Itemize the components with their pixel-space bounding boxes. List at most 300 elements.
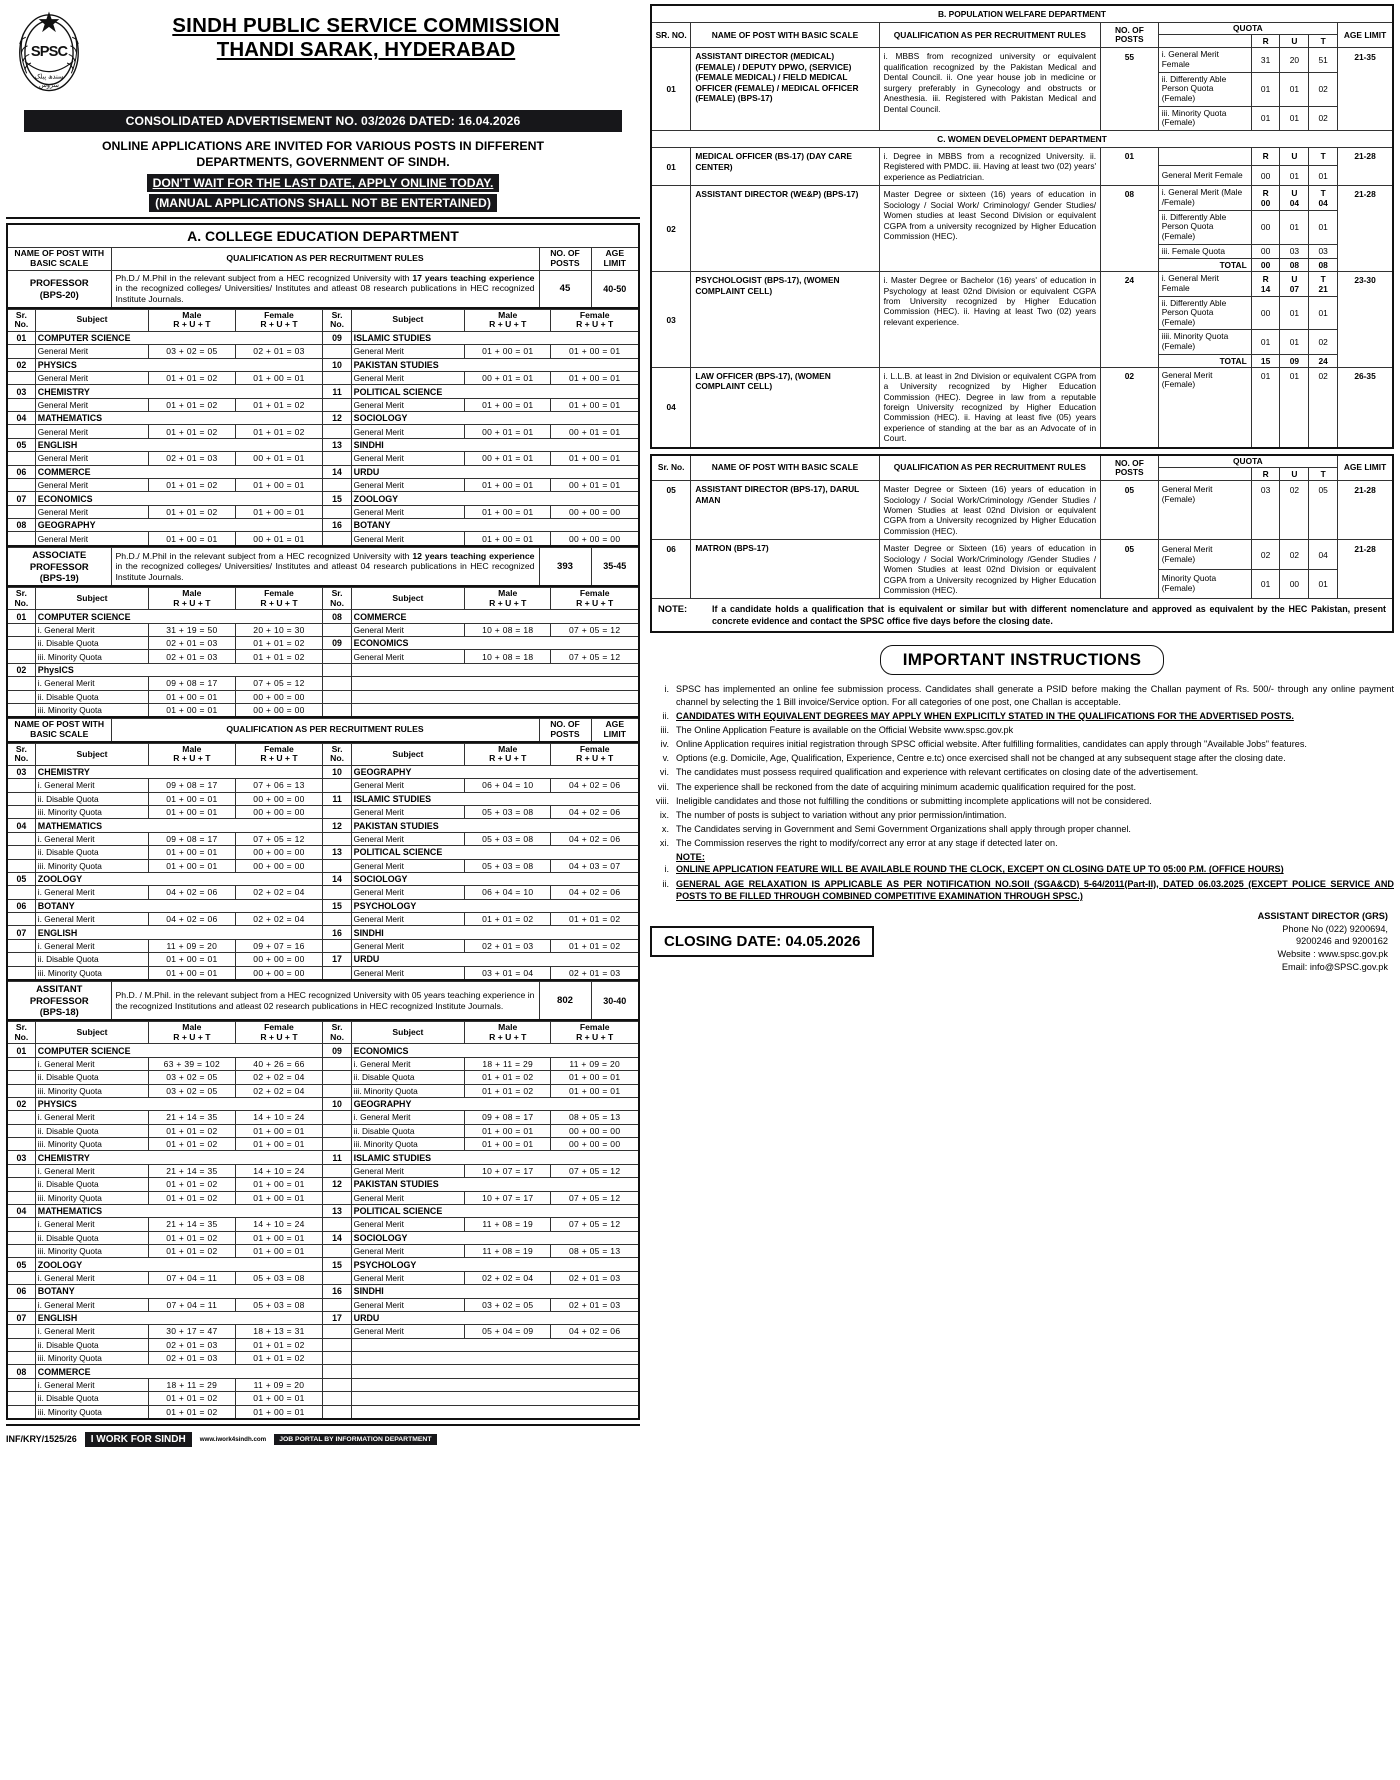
- table-row: [7, 1365, 639, 1378]
- spacer-cell: [323, 1084, 351, 1097]
- subject-srno: 17: [323, 1311, 351, 1324]
- female-value: 01 + 00 = 01: [235, 1392, 323, 1405]
- spacer-cell: [323, 1138, 351, 1151]
- female-value: 07 + 05 = 12: [551, 623, 639, 636]
- spacer-cell: [7, 779, 35, 792]
- apply-online-callout: DON'T WAIT FOR THE LAST DATE, APPLY ONLINE TODAY.: [147, 174, 500, 192]
- table-row: [7, 1164, 639, 1177]
- col-header-srno-2: Sr. No.: [323, 743, 351, 765]
- quota-label: General Merit: [35, 505, 148, 518]
- posts-count-professor: 45: [539, 270, 591, 307]
- spacer-cell: [323, 345, 351, 358]
- subject-name: POLITICAL SCIENCE: [351, 1204, 639, 1217]
- posts-count: 05: [1101, 481, 1159, 540]
- quota-label: ii. Differently Able Person Quota (Female): [1158, 72, 1251, 106]
- quota-u: 20: [1280, 48, 1309, 72]
- quota-label: ii. Disable Quota: [35, 792, 148, 805]
- important-instructions-title: IMPORTANT INSTRUCTIONS: [880, 645, 1165, 675]
- table-row: [7, 1204, 639, 1217]
- table-row: [7, 792, 639, 805]
- female-value: 01 + 00 = 01: [551, 371, 639, 384]
- quota-label: General Merit (Female): [1158, 540, 1251, 570]
- subject-srno: 14: [323, 465, 351, 478]
- female-value: 07 + 06 = 13: [235, 779, 323, 792]
- subject-name: COMMERCE: [351, 610, 639, 623]
- col-header-age-2: AGE LIMIT: [591, 719, 639, 742]
- female-value: 00 + 00 = 00: [235, 806, 323, 819]
- table-row: [7, 532, 639, 546]
- quota-label: General Merit: [35, 452, 148, 465]
- female-value: 00 + 00 = 00: [235, 846, 323, 859]
- male-value: 01 + 00 = 01: [465, 1124, 551, 1137]
- female-value: 02 + 02 = 04: [235, 886, 323, 899]
- subject-srno: 16: [323, 1285, 351, 1298]
- posts-count: 55: [1101, 48, 1159, 131]
- col-header-age-b: AGE LIMIT: [1338, 23, 1393, 48]
- age-limit: 21-35: [1338, 48, 1393, 131]
- table-row: [7, 872, 639, 885]
- quota-r: 01: [1251, 367, 1280, 447]
- quota-label: i. General Merit: [35, 779, 148, 792]
- subject-name: SINDHI: [351, 438, 639, 451]
- assoc-prof-header-table: [6, 547, 640, 587]
- quota-total-r: 00: [1251, 259, 1280, 272]
- svg-text:SPSC: SPSC: [30, 44, 68, 61]
- col-header-r: R: [1251, 35, 1280, 48]
- post-name: ASSISTANT DIRECTOR (MEDICAL) (FEMALE) / DEPUTY DPWO, (SERVICE) (FEMALE MEDICAL) / FIELD MEDICAL OFFICER (FEMALE) / MEDICAL OFFICER (FEMALE) (BPS-17): [691, 48, 879, 131]
- female-value: 07 + 05 = 12: [551, 1164, 639, 1177]
- list-item: [650, 809, 1394, 821]
- table-row: [7, 1311, 639, 1324]
- spacer-cell: [7, 478, 35, 491]
- male-value: 09 + 08 = 17: [465, 1111, 551, 1124]
- list-item-number: iii.: [660, 724, 669, 735]
- table-row: [7, 478, 639, 491]
- table-row: [651, 186, 1393, 210]
- sig-website[interactable]: Website : www.spsc.gov.pk: [1277, 949, 1388, 960]
- male-value: 01 + 00 = 01: [149, 532, 235, 546]
- male-value: 02 + 01 = 03: [149, 650, 235, 663]
- list-item-text: CANDIDATES WITH EQUIVALENT DEGREES MAY APPLY WHEN EXPLICITLY STATED IN THE QUALIFICATIONS FOR THE ADVERTISED POSTS.: [676, 710, 1294, 721]
- table-row: [7, 465, 639, 478]
- closing-date: CLOSING DATE: 04.05.2026: [650, 926, 874, 957]
- quota-label: i. General Merit (Male /Female): [1158, 186, 1251, 210]
- male-value: 01 + 01 = 02: [149, 1191, 235, 1204]
- col-header-srno: Sr. No.: [7, 1022, 35, 1044]
- quota-label: General Merit: [351, 398, 464, 411]
- post-qualification: i. Master Degree or Bachelor (16) years' of education in Psychology at least 02nd Division or equivalent CGPA from University recognized by Higher Education Commission (HEC). ii. Having at least Two (02) years relevant experience.: [879, 272, 1100, 368]
- spacer-cell: [7, 1245, 35, 1258]
- male-value: 01 + 00 = 01: [465, 478, 551, 491]
- subject-srno: 05: [7, 438, 35, 451]
- quota-label: General Merit: [351, 1325, 464, 1338]
- col-header-male: Male R + U + T: [149, 1022, 235, 1044]
- male-value: 05 + 04 = 09: [465, 1325, 551, 1338]
- quota-label: iii. Minority Quota: [35, 1405, 148, 1419]
- quota-u: 01: [1280, 72, 1309, 106]
- spacer-cell: [7, 1191, 35, 1204]
- table-row: [7, 779, 639, 792]
- spacer-cell: [7, 1352, 35, 1365]
- footer-bar: [650, 910, 1394, 973]
- male-value: 01 + 01 = 02: [149, 478, 235, 491]
- col-header-female: Female R + U + T: [235, 743, 323, 765]
- list-item-text: The candidates must possess required qualification and experience with relevant certificates on closing date of the advertisement.: [676, 767, 1199, 778]
- col-header-qualification: QUALIFICATION AS PER RECRUITMENT RULES: [111, 248, 539, 270]
- subject-name: PAKISTAN STUDIES: [351, 1178, 639, 1191]
- spacer-cell: [323, 1325, 351, 1338]
- list-item-number: i.: [664, 864, 669, 875]
- table-row: [7, 398, 639, 411]
- quota-label: General Merit: [351, 1245, 464, 1258]
- subject-srno: 15: [323, 899, 351, 912]
- list-item: [650, 766, 1394, 778]
- quota-label: ii. Disable Quota: [35, 637, 148, 650]
- table-row: [7, 1392, 639, 1405]
- female-value: 00 + 00 = 00: [235, 792, 323, 805]
- subject-name: CHEMISTRY: [35, 1151, 323, 1164]
- subject-srno: 13: [323, 438, 351, 451]
- quota-label: General Merit: [351, 886, 464, 899]
- quota-label: iiii. Minority Quota (Female): [1158, 330, 1251, 354]
- table-row: [7, 1231, 639, 1244]
- list-item: [650, 724, 1394, 736]
- female-value: 00 + 00 = 00: [235, 859, 323, 872]
- table-row: [7, 1084, 639, 1097]
- subject-srno: 15: [323, 1258, 351, 1271]
- list-item-number: x.: [661, 824, 669, 835]
- posts-count: 24: [1101, 272, 1159, 368]
- note-label: NOTE:: [658, 603, 688, 615]
- col-header-t: T 21: [1309, 272, 1338, 296]
- table-row: [7, 926, 639, 939]
- table-row: [7, 650, 639, 663]
- table-row: [7, 832, 639, 845]
- table-row: [7, 1245, 639, 1258]
- spacer-cell: [7, 1392, 35, 1405]
- quota-r: 01: [1251, 72, 1280, 106]
- male-value: 01 + 00 = 01: [149, 846, 235, 859]
- male-value: 01 + 01 = 02: [465, 1071, 551, 1084]
- quota-label: General Merit: [351, 779, 464, 792]
- subject-name: SOCIOLOGY: [351, 412, 639, 425]
- subject-srno: 14: [323, 872, 351, 885]
- signature-block: [874, 910, 1394, 973]
- list-item-number: vi.: [659, 767, 669, 778]
- quota-label: iii. Minority Quota: [351, 1084, 464, 1097]
- table-row: [7, 345, 639, 358]
- table-row: [7, 331, 639, 344]
- svg-text:سروس: سروس: [39, 82, 59, 90]
- female-value: 01 + 00 = 01: [235, 505, 323, 518]
- female-value: 01 + 01 = 02: [551, 913, 639, 926]
- female-value: 01 + 01 = 02: [235, 650, 323, 663]
- female-value: 40 + 26 = 66: [235, 1057, 323, 1070]
- subject-srno: 09: [323, 637, 351, 650]
- table-row: [7, 886, 639, 899]
- table-row: [7, 1325, 639, 1338]
- spacer-cell: [7, 859, 35, 872]
- quota-label: i. General Merit: [35, 1325, 148, 1338]
- col-header-female-2: Female R + U + T: [551, 588, 639, 610]
- subject-srno: 11: [323, 1151, 351, 1164]
- quota-t: 04: [1309, 540, 1338, 570]
- col-header-srno: Sr. No.: [7, 743, 35, 765]
- subject-srno: 04: [7, 819, 35, 832]
- subject-name: PHYSICS: [35, 358, 323, 371]
- quota-r: 02: [1251, 540, 1280, 570]
- quota-label: General Merit: [351, 806, 464, 819]
- spacer-cell: [323, 452, 351, 465]
- table-row: [7, 1298, 639, 1311]
- subject-srno: 06: [7, 899, 35, 912]
- table-row: [7, 703, 639, 717]
- asst-prof-header-table: [6, 981, 640, 1021]
- spacer-cell: [7, 1084, 35, 1097]
- female-value: 00 + 00 = 00: [551, 1124, 639, 1137]
- col-header-subject-2: Subject: [351, 743, 464, 765]
- footer-strip: [6, 1432, 640, 1447]
- post-name: ASSISTANT DIRECTOR (WE&P) (BPS-17): [691, 186, 879, 272]
- female-value: 07 + 05 = 12: [235, 832, 323, 845]
- quota-label: ii. Disable Quota: [35, 1231, 148, 1244]
- female-value: 09 + 07 = 16: [235, 939, 323, 952]
- table-row: [7, 358, 639, 371]
- col-header-u: U: [1280, 148, 1309, 166]
- quota-label: General Merit: [351, 532, 464, 546]
- spacer-cell: [323, 1164, 351, 1177]
- male-value: 21 + 14 = 35: [149, 1218, 235, 1231]
- post-qualification: i. Degree in MBBS from a recognized University. ii. Registered with PMDC. iii. Having at least two (02) years' experience as Pediatrician.: [879, 148, 1100, 186]
- col-header-t: T: [1309, 148, 1338, 166]
- subject-srno: 01: [7, 610, 35, 623]
- list-item: [650, 823, 1394, 835]
- post-name: PSYCHOLOGIST (BPS-17), (WOMEN COMPLAINT CELL): [691, 272, 879, 368]
- quota-u: 01: [1280, 367, 1309, 447]
- quota-total-label: TOTAL: [1158, 354, 1251, 367]
- col-header-male: Male R + U + T: [149, 309, 235, 331]
- female-value: 01 + 00 = 01: [235, 478, 323, 491]
- quota-t: 02: [1309, 106, 1338, 130]
- quota-label: iii. Minority Quota: [35, 1084, 148, 1097]
- quota-t: 03: [1309, 244, 1338, 259]
- male-value: 01 + 00 = 01: [465, 532, 551, 546]
- col-header-subject: Subject: [35, 588, 148, 610]
- subject-name: MATHEMATICS: [35, 1204, 323, 1217]
- male-value: 09 + 08 = 17: [149, 832, 235, 845]
- spacer-cell: [323, 1245, 351, 1258]
- male-value: 01 + 01 = 02: [149, 1231, 235, 1244]
- col-header-female-2: Female R + U + T: [551, 309, 639, 331]
- female-value: 01 + 00 = 01: [235, 1245, 323, 1258]
- quota-label: General Merit: [351, 425, 464, 438]
- col-header-post: NAME OF POST WITH BASIC SCALE: [7, 248, 111, 270]
- subject-srno: 14: [323, 1231, 351, 1244]
- spacer-cell: [7, 953, 35, 966]
- spacer-cell: [7, 677, 35, 690]
- sig-phone: Phone No (022) 9200694,: [1282, 923, 1388, 934]
- male-value: 02 + 01 = 03: [149, 637, 235, 650]
- table-row: [7, 1057, 639, 1070]
- quota-label: ii. Disable Quota: [35, 953, 148, 966]
- post-qualification: Master Degree or sixteen (16) years of education in Sociology / Social Work/ Criminology/ Gender Studies/ Women studies at least Second Division or equivalent CGPA from a university recognized by Higher Education Commission (HEC).: [879, 186, 1100, 272]
- subject-name: PSYCHOLOGY: [351, 1258, 639, 1271]
- spacer-cell: [7, 1378, 35, 1391]
- instructions-note-head: NOTE:: [676, 852, 705, 863]
- quota-u: 01: [1280, 210, 1309, 244]
- note-text: If a candidate holds a qualification that is equivalent or similar but with different nomenclature and approved as equivalent by the HEC Pakistan, present concrete evidence and contact the SPSC office five days before the closing date.: [712, 604, 1386, 627]
- quota-label: General Merit: [351, 913, 464, 926]
- age-limit-professor: 40-50: [591, 270, 639, 307]
- list-item-text: Ineligible candidates and those not fulfilling the conditions or submitting incomplete applications will not be considered.: [676, 795, 1152, 806]
- table-row: [7, 610, 639, 623]
- female-value: 01 + 00 = 01: [235, 1178, 323, 1191]
- col-header-female: Female R + U + T: [235, 1022, 323, 1044]
- quota-u: 02: [1280, 481, 1309, 540]
- org-name-line2: THANDI SARAK, HYDERABAD: [216, 38, 516, 62]
- table-row: [651, 367, 1393, 447]
- instructions-list: [650, 683, 1394, 849]
- post-qualification: i. MBBS from recognized university or equivalent qualification recognized by the Pakistan Medical and Dental Council. ii. One year house job in medicine or surgery preferably in Gynecology and obstructs or Anesthesia. iii. Registered with Pakistan Medical and Dental Council.: [879, 48, 1100, 131]
- female-value: 02 + 01 = 03: [235, 345, 323, 358]
- subject-srno: 02: [7, 1097, 35, 1110]
- quota-total-t: 24: [1309, 354, 1338, 367]
- quota-u: 01: [1280, 296, 1309, 330]
- spacer-cell: [7, 425, 35, 438]
- quota-label: General Merit: [351, 1298, 464, 1311]
- quota-t: 51: [1309, 48, 1338, 72]
- male-value: 02 + 01 = 03: [465, 939, 551, 952]
- table-row: [7, 492, 639, 505]
- spacer-cell: [323, 1111, 351, 1124]
- quota-label: i. General Merit: [35, 886, 148, 899]
- iwork-for-sindh-logo: I WORK FOR SINDH: [85, 1432, 192, 1447]
- spacer-cell: [323, 505, 351, 518]
- male-value: 01 + 00 = 01: [149, 953, 235, 966]
- quota-label: General Merit (Female): [1158, 367, 1251, 447]
- dept-c-note-row: [651, 599, 1393, 633]
- col-header-quota-b: QUOTA: [1158, 23, 1337, 35]
- col-header-srno-2: Sr. No.: [323, 1022, 351, 1044]
- job-portal-tag: JOB PORTAL BY INFORMATION DEPARTMENT: [274, 1434, 436, 1445]
- male-value: 02 + 01 = 03: [149, 452, 235, 465]
- subject-name: COMPUTER SCIENCE: [35, 1044, 323, 1057]
- col-header-qualification-2: QUALIFICATION AS PER RECRUITMENT RULES: [111, 719, 539, 742]
- invitation-line2: DEPARTMENTS, GOVERNMENT OF SINDH.: [196, 154, 450, 169]
- spacer-cell: [323, 425, 351, 438]
- quota-label: ii. Disable Quota: [35, 1124, 148, 1137]
- spacer-cell: [7, 1325, 35, 1338]
- female-value: 01 + 01 = 02: [235, 1338, 323, 1351]
- quota-u: 03: [1280, 244, 1309, 259]
- dept-b-title: B. POPULATION WELFARE DEPARTMENT: [651, 5, 1393, 23]
- subject-name: CHEMISTRY: [35, 765, 323, 778]
- subject-srno: 12: [323, 1178, 351, 1191]
- table-row: [7, 1191, 639, 1204]
- spacer-cell: [7, 1057, 35, 1070]
- advertisement-number-bar: CONSOLIDATED ADVERTISEMENT NO. 03/2026 DATED: 16.04.2026: [24, 110, 622, 132]
- subject-srno: 10: [323, 765, 351, 778]
- table-row: [7, 505, 639, 518]
- quota-label: iii. Minority Quota: [35, 1191, 148, 1204]
- spacer-cell: [7, 345, 35, 358]
- table-row: [651, 148, 1393, 166]
- sig-email[interactable]: Email: info@SPSC.gov.pk: [1281, 961, 1388, 972]
- female-value: 14 + 10 = 24: [235, 1111, 323, 1124]
- female-value: 18 + 13 = 31: [235, 1325, 323, 1338]
- subject-srno: 07: [7, 1311, 35, 1324]
- quota-r: 00: [1251, 210, 1280, 244]
- quota-t: 01: [1309, 296, 1338, 330]
- age-limit: 21-28: [1338, 186, 1393, 272]
- table-row: [7, 371, 639, 384]
- male-value: 01 + 00 = 01: [465, 345, 551, 358]
- female-value: 04 + 02 = 06: [551, 779, 639, 792]
- quota-label: General Merit: [35, 371, 148, 384]
- spacer-cell: [7, 886, 35, 899]
- male-value: 01 + 00 = 01: [149, 859, 235, 872]
- subject-srno: 02: [7, 358, 35, 371]
- female-value: 01 + 00 = 01: [551, 1084, 639, 1097]
- col-header-male-2: Male R + U + T: [465, 309, 551, 331]
- col-header-srno-2: Sr. No.: [323, 588, 351, 610]
- quota-label: General Merit: [35, 478, 148, 491]
- col-header-u: U 04: [1280, 186, 1309, 210]
- subject-name: ENGLISH: [35, 438, 323, 451]
- quota-label: General Merit: [351, 478, 464, 491]
- quota-label: General Merit: [351, 1164, 464, 1177]
- list-item-text: ONLINE APPLICATION FEATURE WILL BE AVAILABLE ROUND THE CLOCK, EXCEPT ON CLOSING DATE UP TO 05:00 P.M. (OFFICE HOURS): [676, 864, 1284, 875]
- posts-count: 01: [1101, 148, 1159, 186]
- female-value: 00 + 01 = 01: [551, 425, 639, 438]
- quota-label: ii. Disable Quota: [35, 1071, 148, 1084]
- dept-b-c-table: [650, 4, 1394, 449]
- dept-a-table: [6, 223, 640, 308]
- subject-srno: 08: [7, 519, 35, 532]
- col-header-subject: Subject: [35, 1022, 148, 1044]
- quota-label: General Merit: [351, 345, 464, 358]
- post-name-professor: PROFESSOR (BPS-20): [7, 270, 111, 307]
- sig-title: ASSISTANT DIRECTOR (GRS): [1257, 910, 1388, 921]
- table-row: [7, 637, 639, 650]
- spacer-cell: [7, 832, 35, 845]
- male-value: 01 + 01 = 02: [149, 1138, 235, 1151]
- quota-label: i. General Merit: [35, 939, 148, 952]
- male-value: 03 + 02 = 05: [149, 1071, 235, 1084]
- quota-label: General Merit: [351, 1218, 464, 1231]
- spacer-cell: [7, 532, 35, 546]
- quota-u: 00: [1280, 569, 1309, 599]
- post-qualification: Master Degree or Sixteen (16) years of education in Sociology / Social Work/Criminology /Gender Studies / Women Studies at least 02nd Division or equivalent CGPA from a University recognized by Higher Education Commission (HEC).: [879, 481, 1100, 540]
- quota-label: General Merit: [351, 623, 464, 636]
- srno: 06: [651, 540, 691, 599]
- col-header-male-2: Male R + U + T: [465, 1022, 551, 1044]
- col-header-posts: NO. OF POSTS: [539, 248, 591, 270]
- list-item: [650, 795, 1394, 807]
- srno: 01: [651, 148, 691, 186]
- col-header-male-2: Male R + U + T: [465, 743, 551, 765]
- female-value: 01 + 00 = 01: [235, 1405, 323, 1419]
- list-item: [650, 837, 1394, 849]
- spacer-cell: [7, 505, 35, 518]
- quota-label: General Merit: [351, 832, 464, 845]
- quota-label: iii. Minority Quota: [35, 1352, 148, 1365]
- subject-srno: 03: [7, 765, 35, 778]
- quota-label: General Merit: [351, 1271, 464, 1284]
- male-value: 06 + 04 = 10: [465, 886, 551, 899]
- subject-name: BOTANY: [35, 899, 323, 912]
- list-item-text: The Commission reserves the right to modify/correct any error at any stage if detected later on.: [676, 838, 1058, 849]
